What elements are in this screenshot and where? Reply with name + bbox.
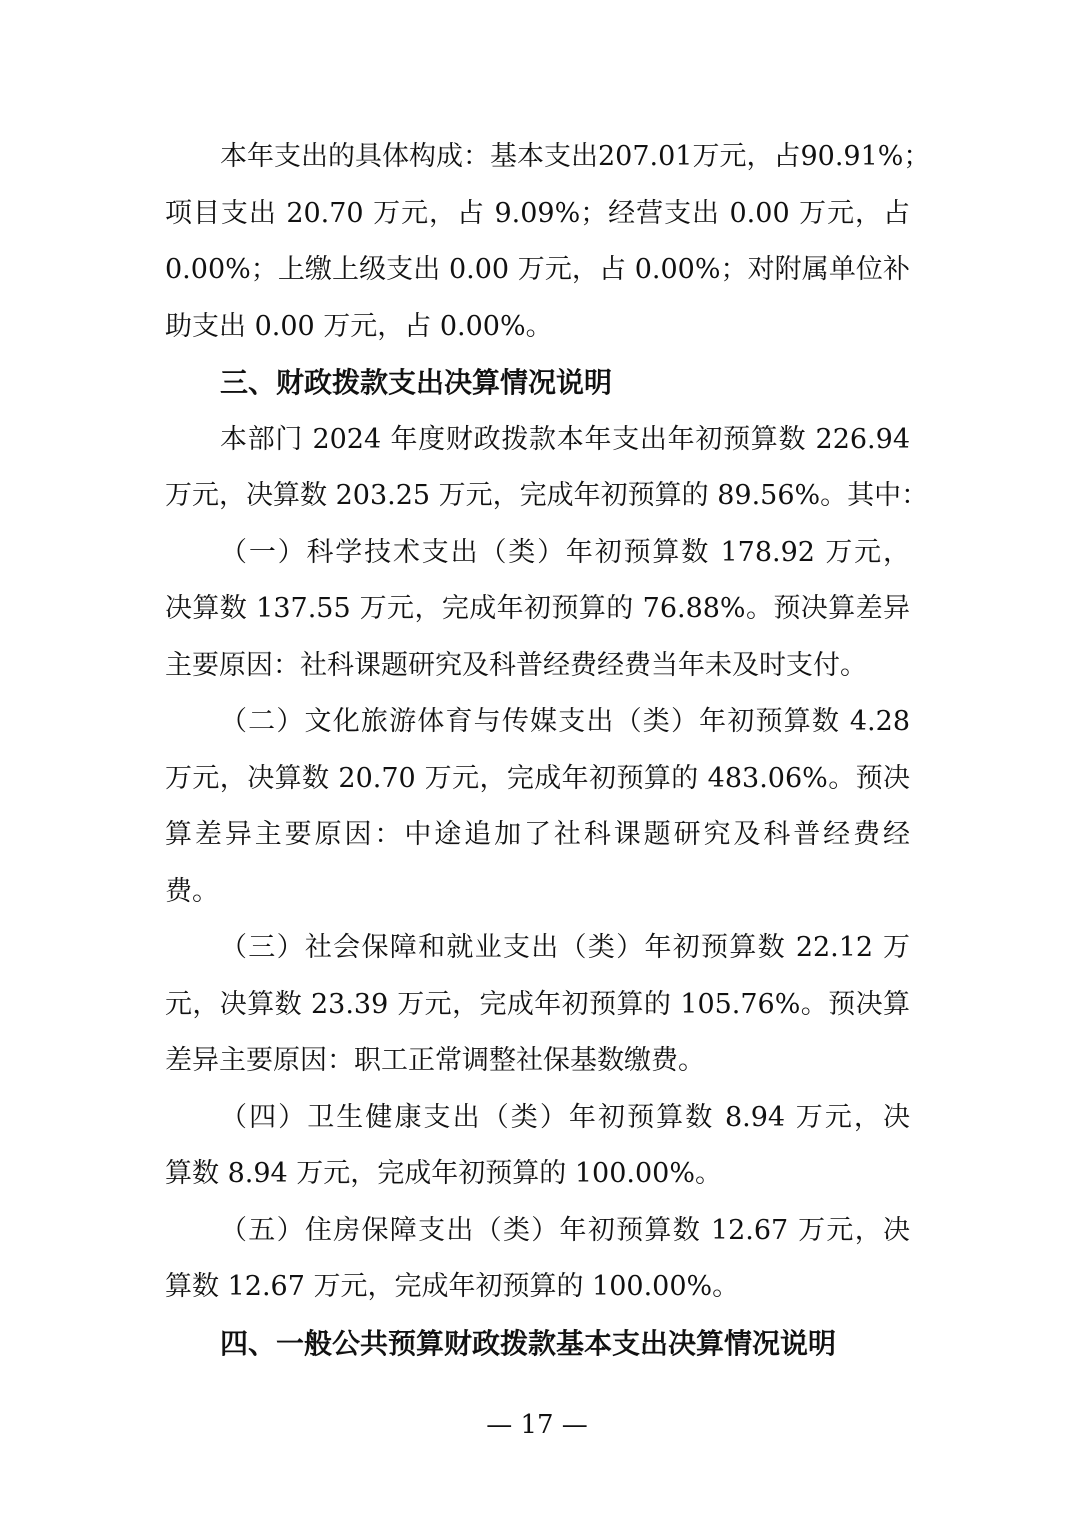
text-line: 本年支出的具体构成：基本支出207.01万元，占90.91%； [220,141,931,172]
text-line: （二）文化旅游体育与传媒支出（类）年初预算数 4.28 [220,706,910,737]
paragraph [165,129,931,355]
section-heading: 四、一般公共预算财政拨款基本支出决算情况说明 [220,1326,837,1360]
text-line: 算数 12.67 万元，完成年初预算的 100.00%。 [165,1271,740,1302]
paragraph [165,1203,910,1316]
text-line: 算差异主要原因：中途追加了社科课题研究及科普经费经 [165,819,910,850]
text-line: 0.00%；上缴上级支出 0.00 万元，占 0.00%；对附属单位补 [165,254,910,285]
paragraph [165,412,929,525]
text-line: 费。 [165,875,219,907]
text-line: 决算数 137.55 万元，完成年初预算的 76.88%。预决算差异 [165,593,910,624]
text-line: （五）住房保障支出（类）年初预算数 12.67 万元，决 [220,1214,910,1246]
page-number: — 17 — [486,1410,588,1440]
text-line: 元，决算数 23.39 万元，完成年初预算的 105.76%。预决算 [165,988,910,1020]
text-line: （四）卫生健康支出（类）年初预算数 8.94 万元，决 [220,1101,910,1133]
text-line: 万元，决算数 20.70 万元，完成年初预算的 483.06%。预决 [165,762,910,794]
section-heading: 三、财政拨款支出决算情况说明 [220,366,613,399]
text-line: （一）科学技术支出（类）年初预算数 178.92 万元， [220,536,910,568]
text-line: 差异主要原因：职工正常调整社保基数缴费。 [165,1045,705,1076]
paragraph [165,920,910,1090]
text-line: 项目支出 20.70 万元，占 9.09%；经营支出 0.00 万元，占 [165,197,910,229]
paragraph [165,525,910,695]
document-body [165,129,931,1372]
text-line: 万元，决算数 203.25 万元，完成年初预算的 89.56%。其中： [165,480,929,511]
text-line: （三）社会保障和就业支出（类）年初预算数 22.12 万 [220,932,910,963]
paragraph [165,1090,910,1203]
text-line: 主要原因：社科课题研究及科普经费经费当年未及时支付。 [165,649,867,681]
text-line: 算数 8.94 万元，完成年初预算的 100.00%。 [165,1158,722,1189]
text-line: 本部门 2024 年度财政拨款本年支出年初预算数 226.94 [220,423,910,455]
text-line: 助支出 0.00 万元，占 0.00%。 [165,310,553,342]
paragraph [165,694,910,920]
